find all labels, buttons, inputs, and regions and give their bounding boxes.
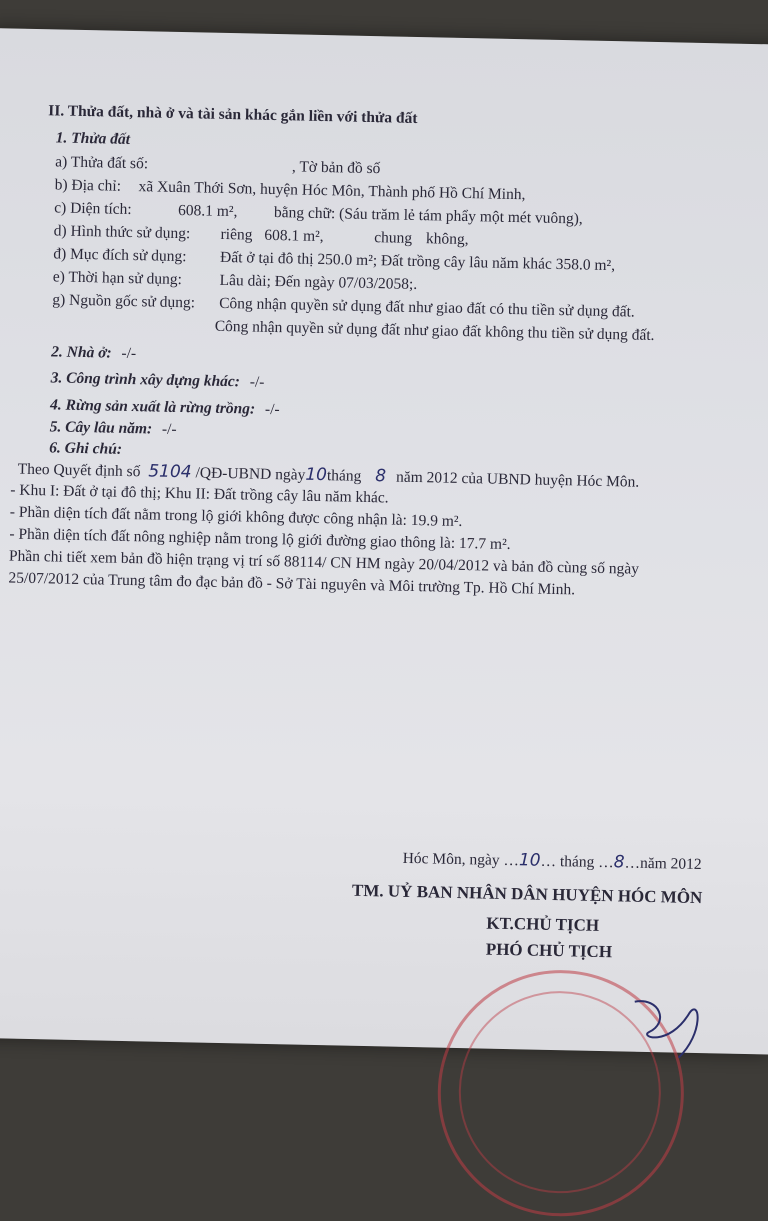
term-value: Lâu dài; Đến ngày 07/03/2058;. [219, 271, 418, 294]
signing-date-b: … tháng … [540, 852, 614, 872]
decision-text-a: Theo Quyết định số [17, 460, 141, 481]
origin-value-2: Công nhận quyền sử dụng đất như giao đất không thu tiền sử dụng đất. [214, 317, 655, 344]
note-map-detail-2: 25/07/2012 của Trung tâm đo đạc bản đồ - Sở Tài nguyên và Môi trường Tp. Hồ Chí Minh. [8, 569, 576, 599]
term-row [53, 268, 418, 294]
perennial-heading: 5. Cây lâu năm: [49, 418, 153, 438]
perennial-value: -/- [161, 420, 177, 438]
origin-value-1: Công nhận quyền sử dụng đất như giao đất có thu tiền sử dụng đất. [218, 294, 635, 321]
signer-title: PHÓ CHỦ TỊCH [485, 939, 613, 962]
usage-shared-value: không, [425, 230, 469, 249]
usage-private-label: riêng [220, 225, 253, 244]
area-value: 608.1 m², [177, 201, 238, 221]
land-number-label: a) Thửa đất số: [55, 153, 149, 173]
purpose-label: đ) Mục đích sử dụng: [53, 245, 187, 266]
signature [628, 992, 709, 1064]
section-title: II. Thửa đất, nhà ở và tài sản khác gắn liền với thửa đất [48, 102, 418, 127]
decision-day: 10 [305, 464, 328, 486]
origin-row [52, 291, 635, 321]
note-road-area: - Phần diện tích đất nằm trong lộ giới không được công nhận là: 19.9 m². [9, 503, 463, 530]
note-zones: - Khu I: Đất ở tại đô thị; Khu II: Đất trồng cây lâu năm khác. [10, 481, 389, 507]
signing-date [403, 849, 702, 874]
decision-text-c: tháng [326, 467, 362, 485]
decision-text-d: năm 2012 của UBND huyện Hóc Môn. [395, 468, 640, 491]
forest-row [50, 396, 280, 419]
signing-date-a: Hóc Môn, ngày … [402, 849, 520, 870]
purpose-value: Đất ở tại đô thị 250.0 m²; Đất trồng cây lâu năm khác 358.0 m², [219, 248, 616, 275]
notes-heading: 6. Ghi chú: [49, 439, 123, 458]
area-words: bằng chữ: (Sáu trăm lẻ tám phẩy một mét vuông), [273, 203, 583, 228]
signer-role: KT.CHỦ TỊCH [486, 913, 600, 935]
address-value: xã Xuân Thới Sơn, huyện Hóc Môn, Thành phố Hồ Chí Minh, [138, 178, 526, 204]
house-heading: 2. Nhà ở: [51, 343, 112, 362]
house-row [51, 343, 136, 363]
origin-label: g) Nguồn gốc sử dụng: [52, 291, 196, 312]
term-label: e) Thời hạn sử dụng: [52, 268, 183, 289]
address-label: b) Địa chỉ: [54, 176, 122, 195]
decision-month: 8 [375, 466, 387, 487]
usage-form-label: d) Hình thức sử dụng: [53, 222, 191, 243]
construction-heading: 3. Công trình xây dựng khác: [50, 369, 241, 391]
house-value: -/- [121, 344, 137, 363]
forest-value: -/- [264, 400, 280, 419]
signing-month: 8 [613, 852, 625, 873]
note-agri-area: - Phần diện tích đất nông nghiệp nằm trong lộ giới đường giao thông là: 17.7 m². [9, 525, 511, 554]
forest-heading: 4. Rừng sản xuất là rừng trồng: [49, 396, 256, 418]
signing-date-c: …năm 2012 [624, 854, 702, 874]
land-heading: 1. Thửa đất [55, 129, 131, 148]
perennial-row [49, 418, 176, 439]
construction-value: -/- [249, 373, 265, 391]
signing-day: 10 [518, 850, 541, 871]
decision-text-b: /QĐ-UBND ngày [195, 464, 306, 484]
usage-form-row [54, 222, 469, 249]
issuing-authority: TM. UỶ BAN NHÂN DÂN HUYỆN HÓC MÔN [351, 880, 703, 908]
certificate-page [0, 28, 768, 1055]
construction-row [50, 369, 264, 391]
land-number-row [55, 153, 381, 178]
area-label: c) Diện tích: [54, 199, 132, 219]
usage-shared-label: chung [374, 229, 413, 247]
map-sheet-label: , Tờ bản đồ số [291, 158, 381, 178]
usage-private-value: 608.1 m², [264, 226, 324, 246]
decision-number: 5104 [148, 461, 192, 483]
note-map-detail-1: Phần chi tiết xem bản đồ hiện trạng vị trí số 88114/ CN HM ngày 20/04/2012 và bản đồ cùng số ngày [8, 547, 640, 578]
